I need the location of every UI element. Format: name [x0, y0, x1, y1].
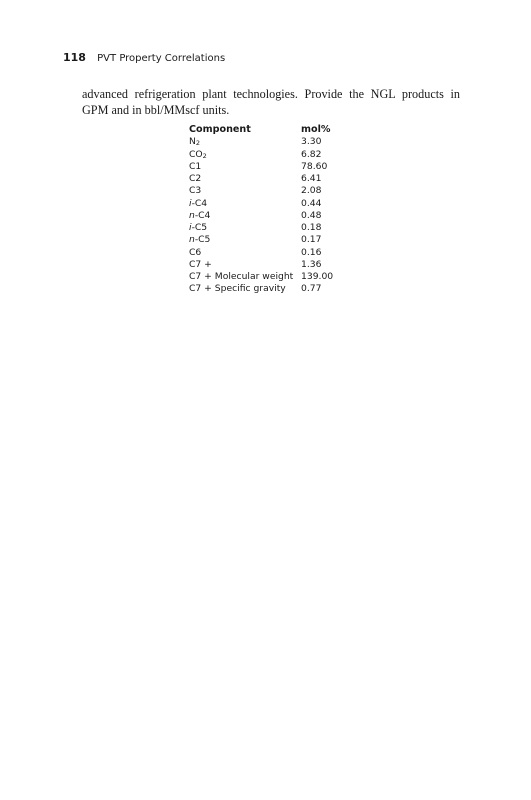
table-row: [189, 198, 333, 210]
component-name: N: [189, 136, 196, 148]
table-row: [189, 234, 333, 246]
component-name: C7 + Molecular weight: [189, 271, 294, 282]
component-cell: [189, 247, 301, 259]
mol-percent-cell: 0.18: [301, 222, 322, 233]
component-suffix: -C4: [191, 197, 208, 209]
subscript: 2: [195, 139, 201, 148]
page-number: 118: [63, 51, 86, 64]
isomer-prefix: i: [189, 222, 192, 233]
running-head-title: PVT Property Correlations: [97, 53, 226, 64]
body-text-line-1: advanced refrigeration plant technologies. Provide the NGL products in: [82, 87, 460, 101]
table-row: [189, 222, 333, 234]
component-name: C7 + Specific gravity: [189, 283, 286, 295]
component-name: C6: [189, 246, 202, 258]
component-cell: [189, 149, 301, 161]
component-cell: [189, 222, 301, 234]
table-row: [189, 161, 333, 173]
component-name: C3: [189, 185, 202, 197]
component-name: CO: [189, 148, 203, 160]
mol-percent-cell: 6.82: [301, 148, 322, 160]
component-cell: [189, 185, 301, 197]
mol-percent-cell: 78.60: [301, 160, 328, 172]
table-row: [189, 247, 333, 259]
component-cell: [189, 259, 301, 271]
table-row: [189, 149, 333, 161]
mol-percent-cell: 0.16: [301, 246, 322, 258]
mol-percent-cell: 0.77: [301, 283, 322, 295]
mol-percent-cell: 6.41: [301, 173, 322, 184]
component-cell: [189, 161, 301, 173]
table-row: [189, 173, 333, 185]
isomer-prefix: i: [189, 197, 192, 209]
mol-percent-cell: 139.00: [301, 271, 334, 282]
composition-table: [189, 124, 333, 296]
subscript: 2: [202, 151, 207, 160]
table-row: [189, 271, 333, 283]
body-text-line-2: GPM and in bbl/MMscf units.: [82, 103, 230, 117]
running-head: [63, 51, 225, 66]
mol-percent-cell: 1.36: [301, 258, 322, 270]
isomer-prefix: n: [189, 234, 195, 246]
component-suffix: -C4: [194, 209, 211, 221]
mol-percent-cell: 0.17: [301, 234, 322, 246]
component-suffix: -C5: [194, 234, 211, 246]
component-cell: [189, 271, 301, 283]
body-paragraph: [82, 86, 460, 118]
table-body: [189, 136, 333, 295]
component-cell: [189, 198, 301, 210]
mol-percent-cell: 0.48: [301, 209, 322, 221]
component-cell: [189, 234, 301, 246]
component-name: C2: [189, 173, 202, 184]
table-header-row: [189, 124, 333, 136]
component-cell: [189, 173, 301, 185]
column-header-component: Component: [189, 124, 251, 135]
table-row: [189, 136, 333, 148]
table-row: [189, 185, 333, 197]
component-suffix: -C5: [191, 222, 208, 233]
mol-percent-cell: 0.44: [301, 197, 322, 209]
table-row: [189, 259, 333, 271]
mol-percent-cell: 3.30: [301, 136, 322, 148]
component-cell: [189, 210, 301, 222]
component-cell: [189, 136, 301, 148]
column-header-mol-percent: mol%: [301, 124, 331, 135]
mol-percent-cell: 2.08: [301, 185, 322, 197]
component-name: C1: [189, 160, 202, 172]
table-row: [189, 283, 333, 295]
table-row: [189, 210, 333, 222]
isomer-prefix: n: [189, 209, 195, 221]
component-cell: [189, 283, 301, 295]
component-name: C7 +: [189, 258, 212, 270]
